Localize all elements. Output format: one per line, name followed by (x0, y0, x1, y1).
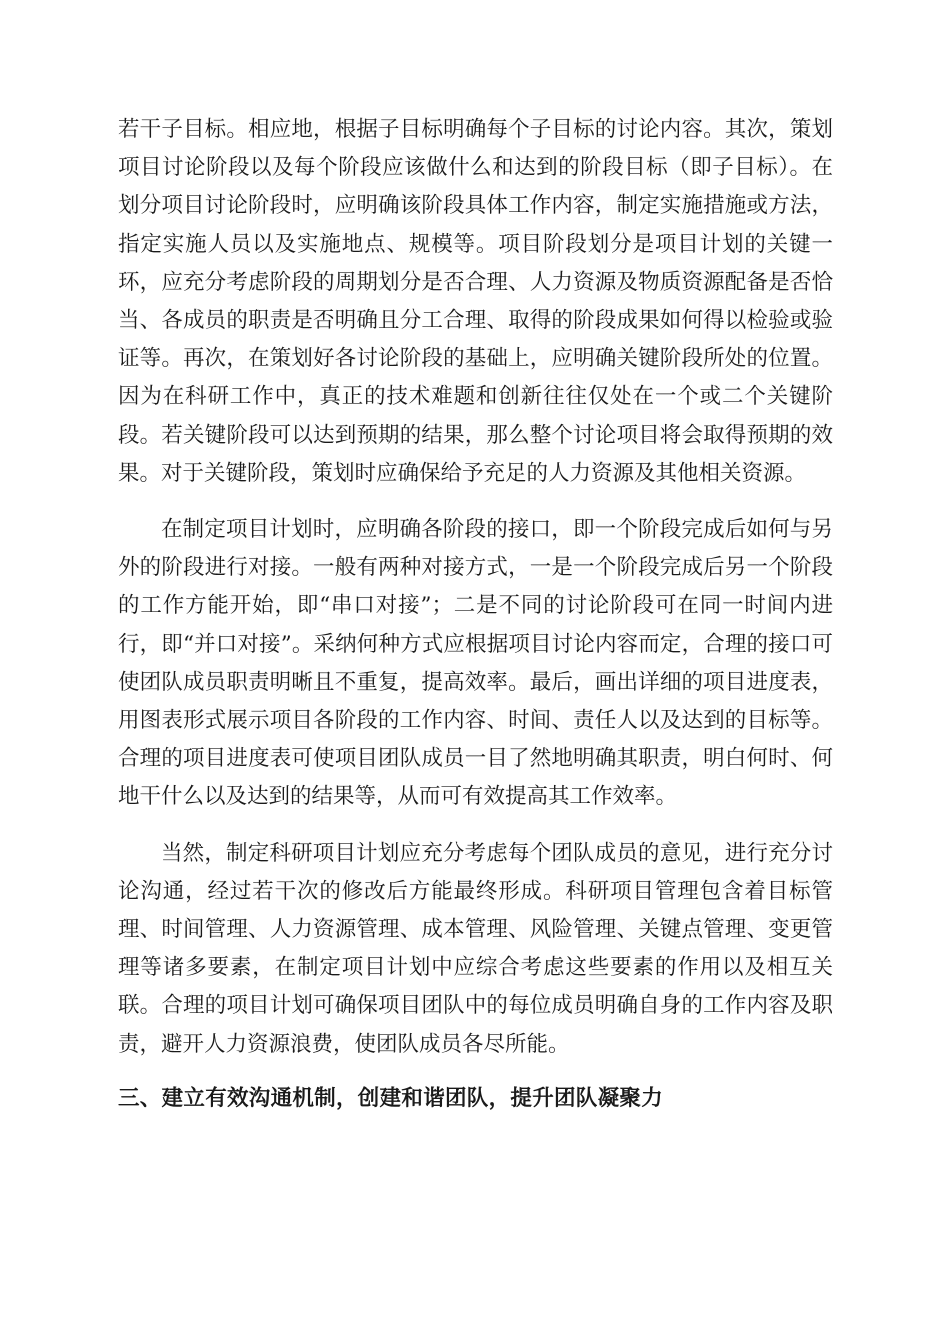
paragraph-project-stages: 若干子目标。相应地，根据子目标明确每个子目标的讨论内容。其次，策划项目讨论阶段以及每个阶段应该做什么和达到的阶段目标（即子目标）。在划分项目讨论阶段时，应明确该阶段具体工作内容，制定实施措施或方法，指定实施人员以及实施地点、规模等。项目阶段划分是项目计划的关键一环，应充分考虑阶段的周期划分是否合理、人力资源及物质资源配备是否恰当、各成员的职责是否明确且分工合理、取得的阶段成果如何得以检验或验证等。再次，在策划好各讨论阶段的基础上，应明确关键阶段所处的位置。因为在科研工作中，真正的技术难题和创新往往仅处在一个或二个关键阶段。若关键阶段可以达到预期的结果，那么整个讨论项目将会取得预期的效果。对于关键阶段，策划时应确保给予充足的人力资源及其他相关资源。 (118, 117, 833, 486)
paragraph-team-input: 当然，制定科研项目计划应充分考虑每个团队成员的意见，进行充分讨论沟通，经过若干次的修改后方能最终形成。科研项目管理包含着目标管理、时间管理、人力资源管理、成本管理、风险管理、关键点管理、变更管理等诸多要素，在制定项目计划中应综合考虑这些要素的作用以及相互关联。合理的项目计划可确保项目团队中的每位成员明确自身的工作内容及职责，避开人力资源浪费，使团队成员各尽所能。 (118, 840, 833, 1057)
paragraph-stage-interfaces: 在制定项目计划时，应明确各阶段的接口，即一个阶段完成后如何与另外的阶段进行对接。一般有两种对接方式，一是一个阶段完成后另一个阶段的工作方能开始，即“串口对接”；二是不同的讨论阶段可在同一时间内进行，即“并口对接”。采纳何种方式应根据项目讨论内容而定，合理的接口可使团队成员职责明晰且不重复，提高效率。最后，画出详细的项目进度表，用图表形式展示项目各阶段的工作内容、时间、责任人以及达到的目标等。合理的项目进度表可使项目团队成员一目了然地明确其职责，明白何时、何地干什么以及达到的结果等，从而可有效提高其工作效率。 (118, 517, 833, 810)
document-body (118, 111, 833, 1118)
section-heading: 三、建立有效沟通机制，创建和谐团队，提升团队凝聚力 (118, 1085, 664, 1111)
